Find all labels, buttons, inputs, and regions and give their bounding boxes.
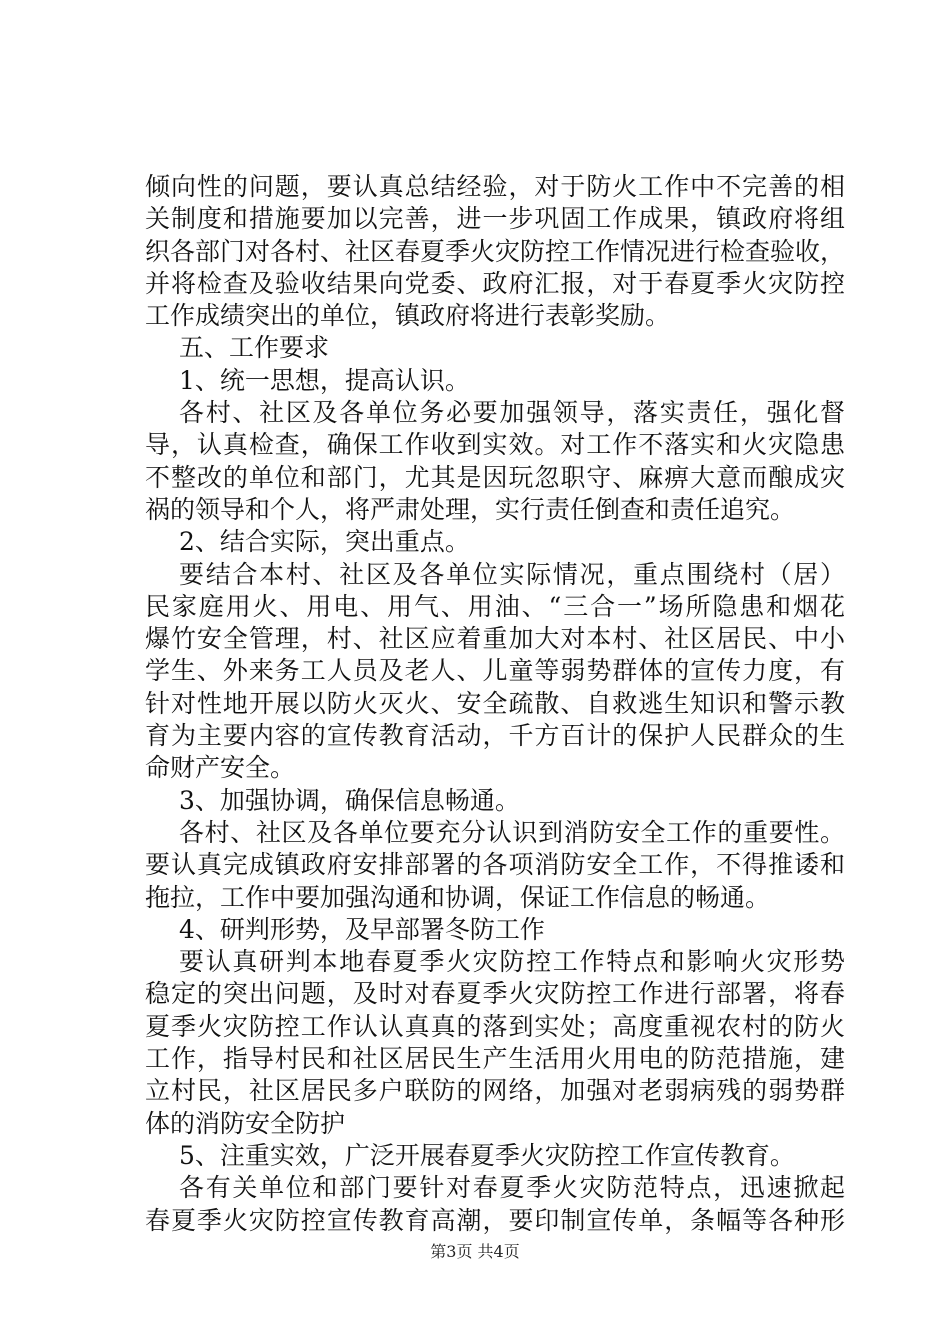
text-line: 倾向性的问题，要认真总结经验，对于防火工作中不完善的相 <box>145 172 845 201</box>
page-footer: 第3页 共4页 <box>430 1242 520 1261</box>
text-line: 1、统一思想，提高认识。 <box>179 365 470 395</box>
text-line: 育为主要内容的宣传教育活动，千方百计的保护人民群众的生 <box>145 721 845 751</box>
text-line: 要认真完成镇政府安排部署的各项消防安全工作，不得推诿和 <box>145 850 845 880</box>
text-line: 体的消防安全防护 <box>145 1108 346 1138</box>
text-line: 五、工作要求 <box>179 333 330 363</box>
text-line: 民家庭用火、用电、用气、用油、“三合一”场所隐患和烟花 <box>145 591 845 621</box>
text-line: 工作，指导村民和社区居民生产生活用火用电的防范措施，建 <box>145 1044 845 1074</box>
text-line: 5、注重实效，广泛开展春夏季火灾防控工作宣传教育。 <box>179 1140 795 1170</box>
text-line: 针对性地开展以防火灭火、安全疏散、自救逃生知识和警示教 <box>145 688 845 718</box>
text-line: 并将检查及验收结果向党委、政府汇报，对于春夏季火灾防控 <box>145 268 845 298</box>
text-line: 要结合本村、社区及各单位实际情况，重点围绕村（居） <box>179 559 845 589</box>
text-line: 2、结合实际，突出重点。 <box>179 527 470 557</box>
text-line: 关制度和措施要加以完善，进一步巩固工作成果，镇政府将组 <box>145 204 845 234</box>
text-line: 春夏季火灾防控宣传教育高潮，要印制宣传单，条幅等各种形 <box>145 1205 845 1235</box>
text-line: 祸的领导和个人，将严肃处理，实行责任倒查和责任追究。 <box>145 494 796 524</box>
text-line: 稳定的突出问题，及时对春夏季火灾防控工作进行部署，将春 <box>145 979 845 1009</box>
text-line: 拖拉，工作中要加强沟通和协调，保证工作信息的畅通。 <box>145 882 771 912</box>
text-line: 夏季火灾防控工作认认真真的落到实处；高度重视农村的防火 <box>145 1011 845 1041</box>
text-line: 各有关单位和部门要针对春夏季火灾防范特点，迅速掀起 <box>179 1173 845 1203</box>
text-line: 各村、社区及各单位要充分认识到消防安全工作的重要性。 <box>179 817 845 847</box>
text-line: 要认真研判本地春夏季火灾防控工作特点和影响火灾形势 <box>179 947 845 977</box>
text-line: 工作成绩突出的单位，镇政府将进行表彰奖励。 <box>145 301 671 331</box>
text-line: 不整改的单位和部门，尤其是因玩忽职守、麻痹大意而酿成灾 <box>145 462 845 492</box>
text-line: 爆竹安全管理，村、社区应着重加大对本村、社区居民、中小 <box>145 624 845 654</box>
text-line: 各村、社区及各单位务必要加强领导，落实责任，强化督 <box>179 398 845 428</box>
text-line: 4、研判形势，及早部署冬防工作 <box>179 914 545 944</box>
text-line: 3、加强协调，确保信息畅通。 <box>179 785 520 815</box>
text-line: 织各部门对各村、社区春夏季火灾防控工作情况进行检查验收， <box>145 236 846 266</box>
text-line: 导，认真检查，确保工作收到实效。对工作不落实和火灾隐患 <box>145 430 845 460</box>
text-line: 立村民，社区居民多户联防的网络，加强对老弱病残的弱势群 <box>145 1076 845 1106</box>
document-body <box>145 171 845 1237</box>
text-line: 命财产安全。 <box>145 753 296 783</box>
text-line: 学生、外来务工人员及老人、儿童等弱势群体的宣传力度，有 <box>145 656 845 686</box>
